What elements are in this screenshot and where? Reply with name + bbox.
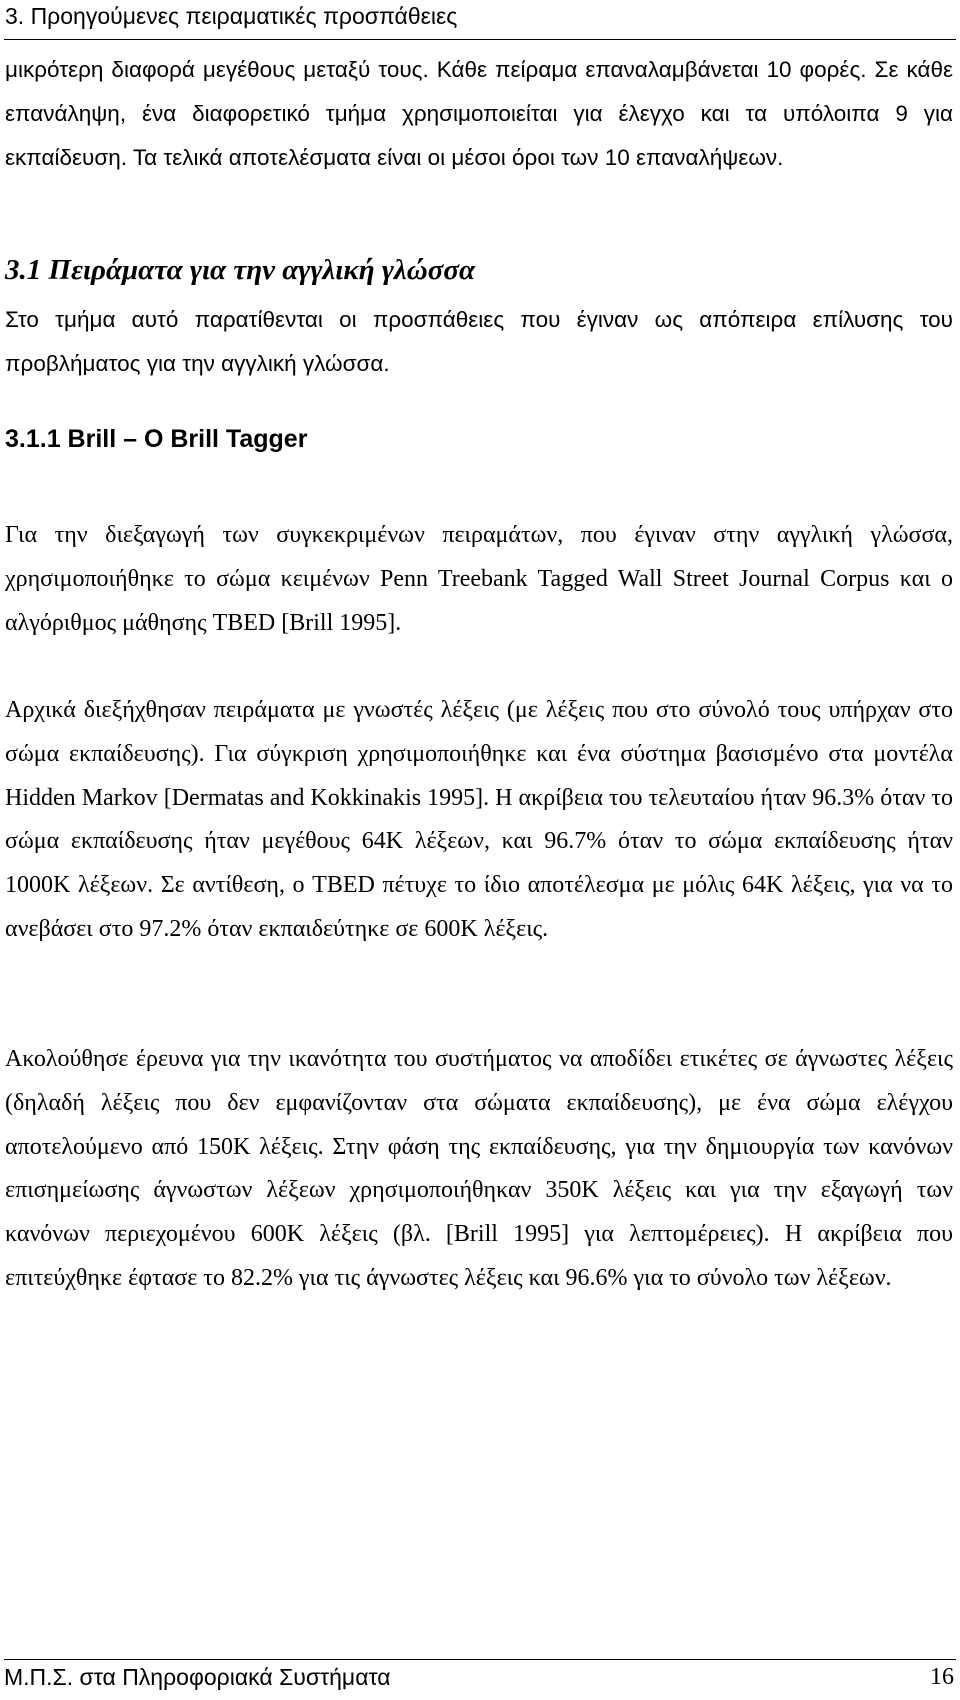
paragraph-3: Ακολούθησε έρευνα για την ικανότητα του συστήματος να αποδίδει ετικέτες σε άγνωστες λέξεις (δηλαδή λέξεις που δεν εμφανίζονταν στα σώματα εκπαίδευσης), με ένα σώμα ελέγχου αποτελούμενο από 150K λέξεις. Στην φάση της εκπαίδευσης, για την δημιουργία των κανόνων επισημείωσης άγνωστων λέξεων χρησιμοποιήθηκαν 350K λέξεις και για την εξαγωγή των κανόνων περιεχομένου 600K λέξεις (βλ. [Brill 1995] για λεπτομέρειες). Η ακρίβεια που επιτεύχθηκε έφτασε το 82.2% για τις άγνωστες λέξεις και 96.6% για το σύνολο των λέξεων. xyxy=(5,1046,953,1291)
footer-divider xyxy=(4,1659,956,1660)
paragraph-1: Για την διεξαγωγή των συγκεκριμένων πειραμάτων, που έγιναν στην αγγλική γλώσσα, χρησιμοποιήθηκε το σώμα κειμένων Penn Treebank Tagged Wall Street Journal Corpus και ο αλγόριθμος μάθησης TBED [Brill 1995]. xyxy=(5,522,953,636)
subsection-title: 3.1.1 Brill – O Brill Tagger xyxy=(5,425,308,453)
header-divider xyxy=(4,39,956,40)
section-title: 3.1 Πειράματα για την αγγλική γλώσσα xyxy=(5,254,476,286)
section-paragraph: Στο τμήμα αυτό παρατίθενται οι προσπάθειες που έγιναν ως απόπειρα επίλυσης του προβλήματος για την αγγλική γλώσσα. xyxy=(5,307,953,376)
intro-paragraph: μικρότερη διαφορά μεγέθους μεταξύ τους. Κάθε πείραμα επαναλαμβάνεται 10 φορές. Σε κάθε επανάληψη, ένα διαφορετικό τμήμα χρησιμοποιείται για έλεγχο και τα υπόλοιπα 9 για εκπαίδευση. Τα τελικά αποτελέσματα είναι οι μέσοι όροι των 10 επαναλήψεων. xyxy=(5,57,953,170)
page-number: 16 xyxy=(930,1664,954,1690)
running-header: 3. Προηγούμενες πειραματικές προσπάθειες xyxy=(5,3,458,29)
paragraph-2: Αρχικά διεξήχθησαν πειράματα με γνωστές λέξεις (με λέξεις που στο σύνολό τους υπήρχαν στο σώμα εκπαίδευσης). Για σύγκριση χρησιμοποιήθηκε και ένα σύστημα βασισμένο στα μοντέλα Hidden Markov [Dermatas and Kokkinakis 1995]. Η ακρίβεια του τελευταίου ήταν 96.3% όταν το σώμα εκπαίδευσης ήταν μεγέθους 64K λέξεων, και 96.7% όταν το σώμα εκπαίδευσης ήταν 1000K λέξεων. Σε αντίθεση, ο TBED πέτυχε το ίδιο αποτέλεσμα με μόλις 64K λέξεις, για να το ανεβάσει στο 97.2% όταν εκπαιδεύτηκε σε 600K λέξεις. xyxy=(5,697,953,942)
footer-program: Μ.Π.Σ. στα Πληροφοριακά Συστήματα xyxy=(4,1664,391,1690)
